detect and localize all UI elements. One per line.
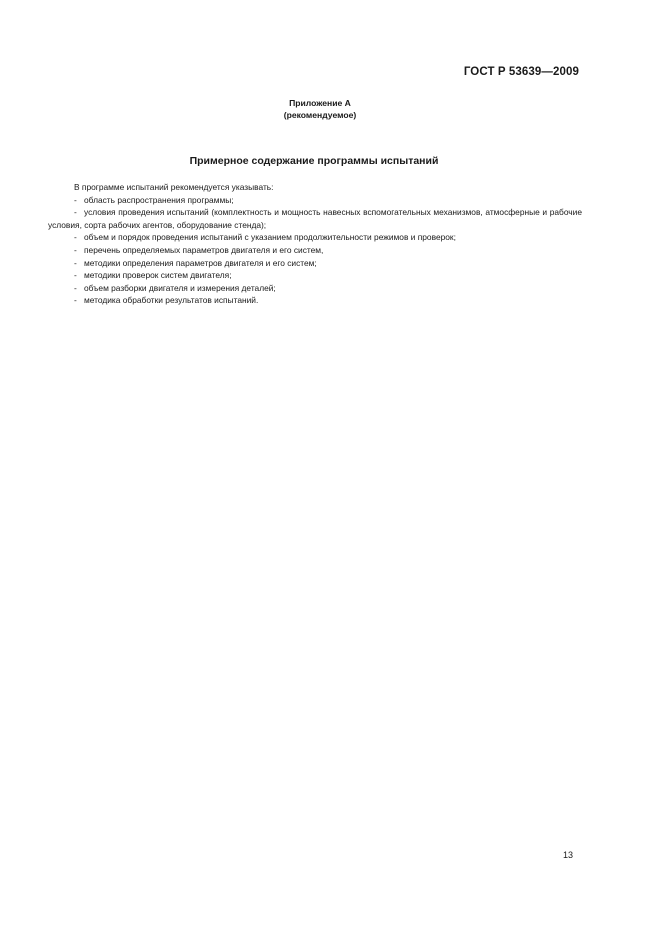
list-item-text: область распространения программы; (84, 194, 234, 205)
list-item-text: условия проведения испытаний (комплектность и мощность навесных вспомогательных механизмов, атмосферные и рабочие условия, сорта рабочих агентов, оборудование стенда); (48, 207, 582, 230)
list-marker: - (74, 232, 77, 243)
page-number: 13 (562, 850, 573, 860)
list-item-text: перечень определяемых параметров двигателя и его систем, (84, 244, 324, 255)
list-item-text: методики определения параметров двигателя и его систем; (84, 257, 317, 268)
list-item (48, 257, 582, 270)
list-item (48, 206, 582, 231)
list-marker: - (74, 270, 77, 281)
annex-heading (0, 98, 640, 121)
list-marker: - (74, 244, 77, 255)
list-item (48, 194, 582, 207)
list-item-text: методика обработки результатов испытаний. (84, 295, 259, 306)
intro-paragraph: В программе испытаний рекомендуется указывать: (74, 182, 274, 192)
list-marker: - (74, 194, 77, 205)
annex-title: Примерное содержание программы испытаний (189, 155, 439, 167)
list-marker: - (74, 282, 77, 293)
list-marker: - (74, 257, 77, 268)
annex-label: Приложение А (289, 98, 351, 108)
list-marker: - (74, 207, 77, 218)
list-item (48, 294, 582, 307)
list-item (48, 231, 582, 244)
list-item (48, 282, 582, 295)
annex-body (48, 181, 582, 307)
list-item (48, 244, 582, 257)
list-item-text: объем и порядок проведения испытаний с указанием продолжительности режимов и проверок; (84, 232, 456, 243)
list-marker: - (74, 295, 77, 306)
list-item-text: методики проверок систем двигателя; (84, 270, 232, 281)
standard-designation: ГОСТ Р 53639—2009 (463, 66, 579, 78)
annex-status: (рекомендуемое) (283, 109, 357, 120)
list-item-text: объем разборки двигателя и измерения деталей; (84, 282, 276, 293)
list-item (48, 269, 582, 282)
